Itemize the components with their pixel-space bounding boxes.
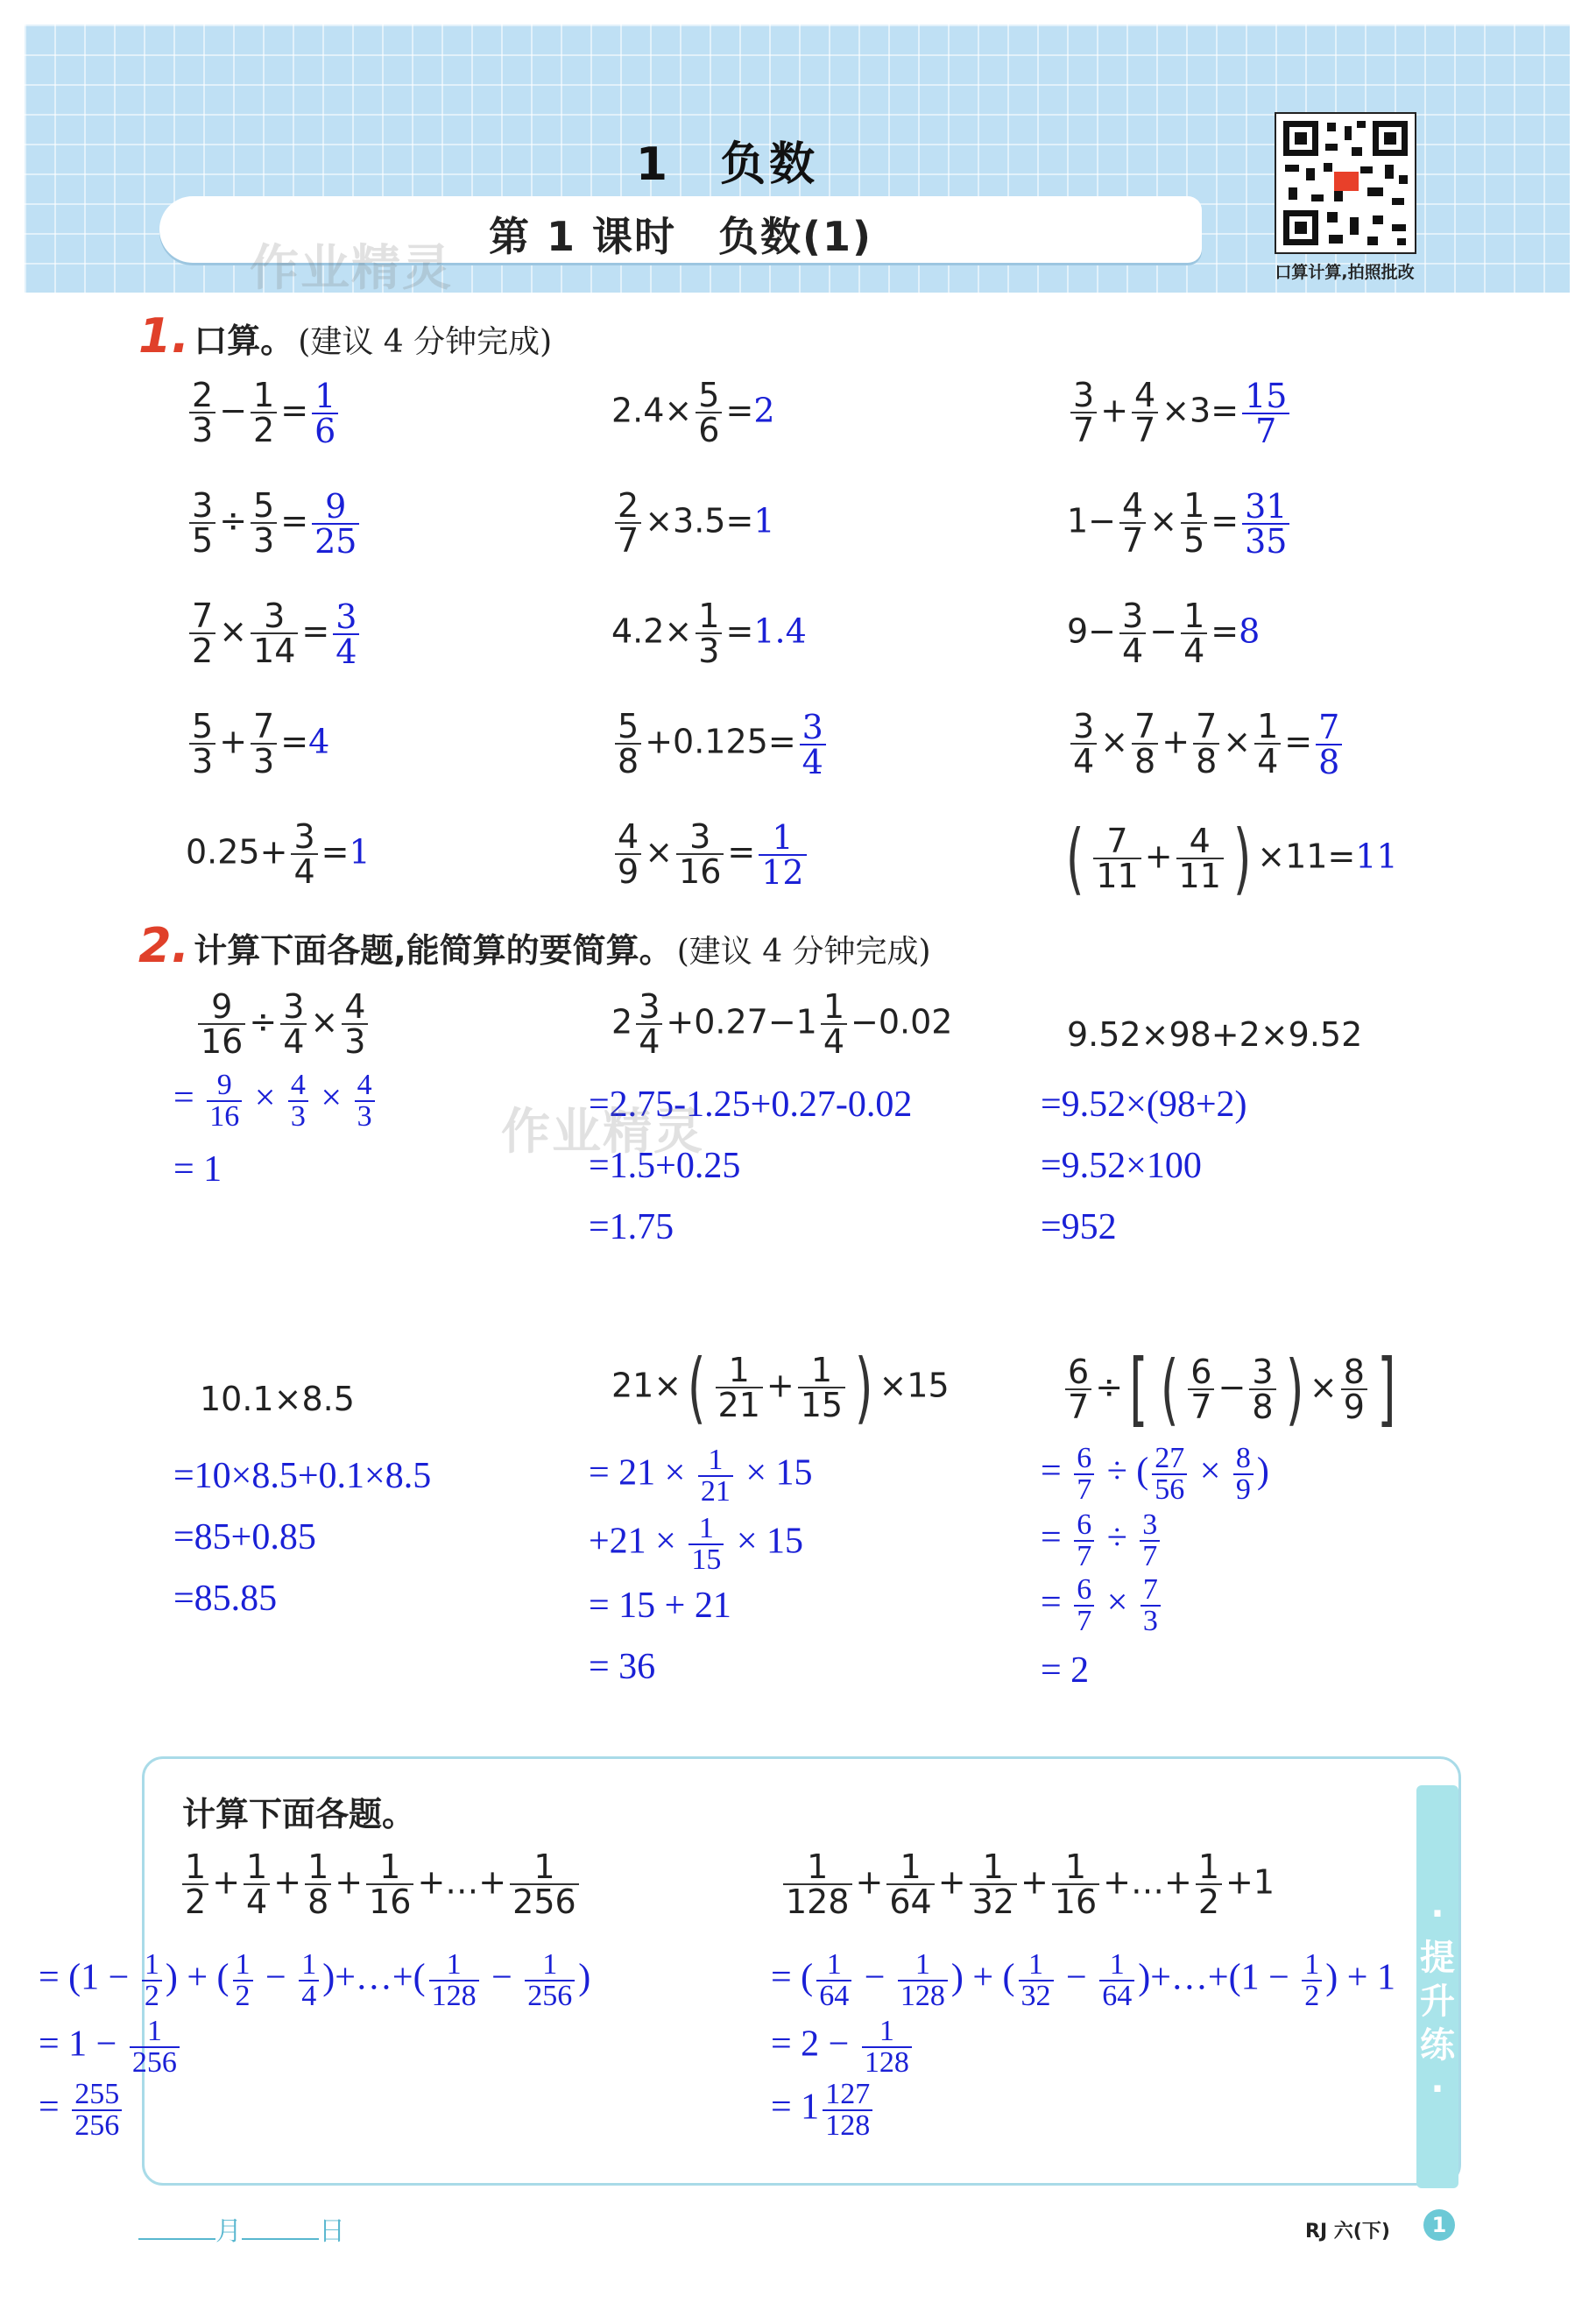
q1-item-6: 1− $\frac{4}{7}$ × $\frac{1}{5}$ = $\frac{31}{35}$: [1067, 489, 1293, 558]
q1-item-3: $\frac{3}{7}$ + $\frac{4}{7}$ ×3= $\frac{15}{7}$: [1067, 378, 1293, 448]
extension-problem-2-work-1: = ( $\frac{1}{64}$ − $\frac{1}{128}$ ) + ( $\frac{1}{32}$ − $\frac{1}{64}$ )+…+(1 − $\frac{1}{2}$ ) + 1: [771, 1948, 1395, 2012]
extension-problem-2-work-2: = 2 − $\frac{1}{128}$: [771, 2017, 915, 2078]
q2-problem-5-work-3: = 15 + 21: [589, 1586, 731, 1626]
q2-problem-4: 10.1×8.5: [200, 1380, 355, 1418]
q1-heading: [138, 308, 552, 364]
watermark: 作业精灵: [501, 1104, 704, 1161]
q1-item-5: $\frac{2}{7}$ ×3.5=1: [611, 489, 775, 557]
q2-problem-6-work-1: = $\frac{6}{7}$ ÷ ( $\frac{27}{56}$ × $\frac{8}{9}$ ): [1041, 1442, 1269, 1506]
q2-problem-2: 2 $\frac{3}{4}$ +0.27−1 $\frac{1}{4}$ −0.02: [611, 987, 953, 1061]
q2-problem-1-work-2: = 1: [173, 1149, 222, 1190]
extension-title: 计算下面各题。: [182, 1795, 416, 1833]
watermark: 作业精灵: [250, 240, 453, 297]
q2-heading: [138, 918, 931, 973]
q2-hint: (建议 4 分钟完成): [676, 934, 931, 970]
extension-problem-1-work-2: = 1 − $\frac{1}{256}$: [39, 2017, 183, 2078]
q1-item-1: $\frac{2}{3}$ − $\frac{1}{2}$ = $\frac{1}{6}$: [186, 378, 342, 448]
q1-hint: (建议 4 分钟完成): [298, 324, 553, 360]
extension-problem-1-work-1: = (1 − $\frac{1}{2}$ ) + ( $\frac{1}{2}$ − $\frac{1}{4}$ )+…+( $\frac{1}{128}$ − $\frac{1}{256}$ ): [39, 1948, 591, 2012]
q2-problem-2-work-2: =1.5+0.25: [589, 1146, 741, 1186]
q2-title: 计算下面各题,能简算的要简算。: [194, 931, 673, 970]
q1-item-12: $\frac{3}{4}$ × $\frac{7}{8}$ + $\frac{7}{8}$ × $\frac{1}{4}$ = $\frac{7}{8}$: [1067, 710, 1345, 779]
date-line: [138, 2209, 345, 2248]
q2-problem-3-work-3: =952: [1041, 1207, 1117, 1247]
extension-problem-2-work-3: = 1 $\frac{127}{128}$: [771, 2080, 876, 2141]
q1-item-2: 2.4× $\frac{5}{6}$ =2: [611, 376, 775, 449]
page-number: 1: [1423, 2209, 1455, 2241]
q2-problem-2-work-1: =2.75-1.25+0.27-0.02: [589, 1084, 913, 1125]
q1-item-14: $\frac{4}{9}$ × $\frac{3}{16}$ = $\frac{1}{12}$: [611, 820, 810, 889]
q1-item-4: $\frac{3}{5}$ ÷ $\frac{5}{3}$ = $\frac{9}{25}$: [186, 489, 363, 558]
q2-problem-4-work-1: =10×8.5+0.1×8.5: [173, 1456, 432, 1496]
q2-problem-3: 9.52×98+2×9.52: [1067, 1015, 1363, 1054]
q2-problem-6-work-3: = $\frac{6}{7}$ × $\frac{7}{3}$: [1041, 1575, 1164, 1636]
book-code: RJ 六(下): [1305, 2221, 1390, 2243]
q2-problem-4-work-2: =85+0.85: [173, 1517, 316, 1558]
q2-problem-5: 21×( $\frac{1}{21}$ + $\frac{1}{15}$ ) ×15: [611, 1342, 950, 1432]
extension-problem-1-work-3: = $\frac{255}{256}$: [39, 2080, 125, 2141]
q2-problem-3-work-1: =9.52×(98+2): [1041, 1084, 1247, 1125]
q2-problem-6: $\frac{6}{7}$ ÷[ ( $\frac{6}{7}$ − $\frac{3}{8}$ ) × $\frac{8}{9}$ ]: [1062, 1349, 1402, 1430]
q1-number: 1.: [138, 308, 190, 364]
q1-title: 口算。: [194, 321, 294, 360]
q1-item-11: $\frac{5}{8}$ +0.125= $\frac{3}{4}$: [611, 710, 830, 779]
lesson-title: 第 1 课时 负数(1): [488, 213, 873, 260]
q1-item-15: ( $\frac{7}{11}$ + $\frac{4}{11}$ ) ×11=11: [1065, 813, 1398, 903]
q2-problem-6-work-2: = $\frac{6}{7}$ ÷ $\frac{3}{7}$: [1041, 1510, 1163, 1572]
day-label: 日: [319, 2216, 345, 2247]
qr-caption: 口算计算,拍照批改: [1275, 263, 1415, 282]
q2-number: 2.: [138, 918, 190, 973]
q2-problem-3-work-2: =9.52×100: [1041, 1146, 1202, 1186]
q2-problem-2-work-3: =1.75: [589, 1207, 674, 1247]
q2-problem-5-work-1: = 21 × $\frac{1}{21}$ × 15: [589, 1444, 813, 1508]
chapter-title: 1 负数: [635, 138, 819, 191]
q1-item-9: 9− $\frac{3}{4}$ − $\frac{1}{4}$ =8: [1067, 597, 1261, 670]
q1-item-7: $\frac{7}{2}$ × $\frac{3}{14}$ = $\frac{3}{4}$: [186, 599, 363, 668]
q2-problem-5-work-4: = 36: [589, 1647, 656, 1687]
q1-item-8: 4.2× $\frac{1}{3}$ =1.4: [611, 597, 807, 670]
qr-code-icon[interactable]: [1275, 112, 1416, 254]
q2-problem-1-work-1: = $\frac{9}{16}$ × $\frac{4}{3}$ × $\frac{4}{3}$: [173, 1070, 378, 1132]
q1-item-13: 0.25+ $\frac{3}{4}$ =1: [186, 817, 371, 891]
extension-tab-label: ·提升练·: [1420, 1894, 1455, 2109]
q2-problem-4-work-3: =85.85: [173, 1579, 278, 1619]
extension-problem-2: $\frac{1}{128}$ + $\frac{1}{64}$ + $\frac{1}{32}$ + $\frac{1}{16}$ +…+ $\frac{1}{2}$ +1: [780, 1850, 1275, 1918]
q2-problem-1: $\frac{9}{16}$ ÷ $\frac{3}{4}$ × $\frac{4}{3}$: [194, 990, 371, 1058]
q2-problem-6-work-4: = 2: [1041, 1650, 1090, 1691]
q1-item-10: $\frac{5}{3}$ + $\frac{7}{3}$ =4: [186, 710, 329, 778]
month-label: 月: [215, 2216, 242, 2247]
extension-problem-1: $\frac{1}{2}$ + $\frac{1}{4}$ + $\frac{1}{8}$ + $\frac{1}{16}$ +…+ $\frac{1}{256}$: [179, 1850, 583, 1918]
q2-problem-5-work-2: +21 × $\frac{1}{15}$ × 15: [589, 1512, 804, 1576]
